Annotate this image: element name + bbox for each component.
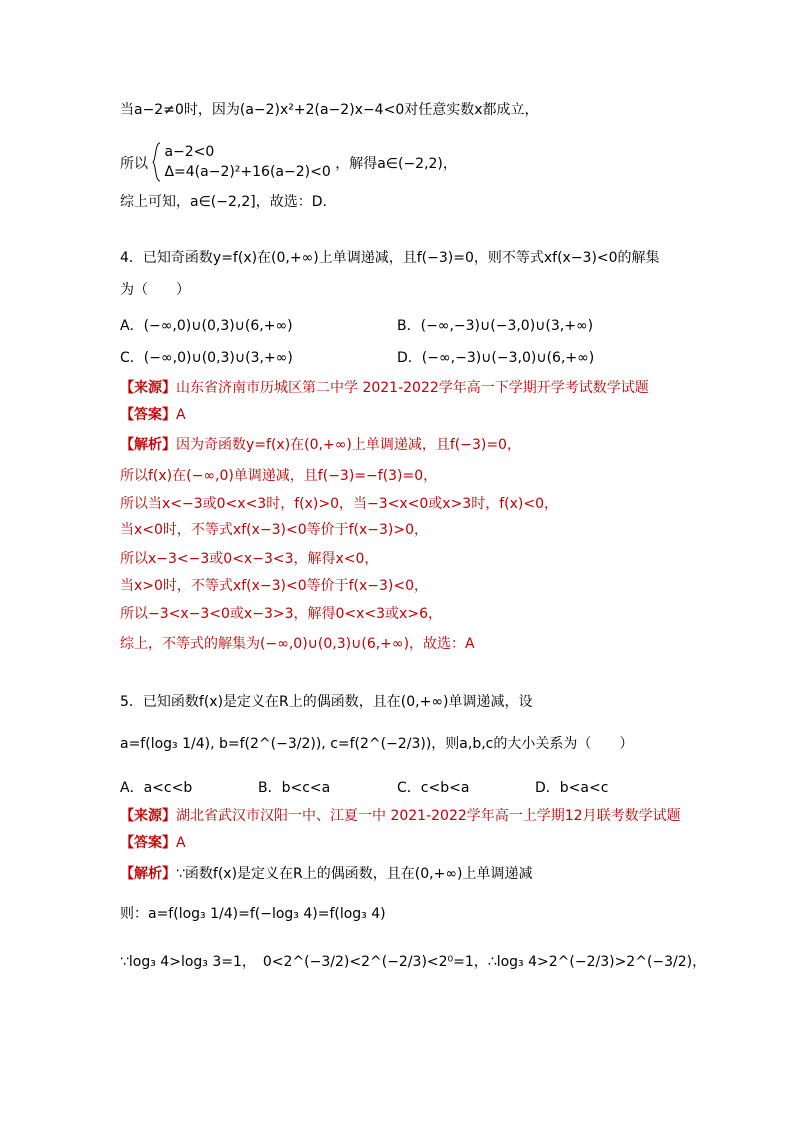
prev-line-2-suffix: ，解得a∈(−2,2)， [335, 156, 457, 172]
q4-analysis-line: 综上，不等式的解集为(−∞,0)∪(0,3)∪(6,+∞)，故选：A [120, 636, 475, 652]
q5-answer [120, 833, 186, 853]
q4-source-text: 山东省济南市历城区第二中学 2021-2022学年高一下学期开学考试数学试题 [176, 380, 649, 396]
q5-option-d: D．b<a<c [535, 780, 609, 796]
q5-analysis-first [120, 864, 532, 884]
q5-answer-label: 【答案】 [120, 835, 176, 851]
q4-source [120, 378, 649, 398]
q5-analysis-line-2: 则：a=f(log₃ 1/4)=f(−log₃ 4)=f(log₃ 4) [120, 906, 386, 922]
q5-stem-line-2: a=f(log₃ 1/4), b=f(2^(−3/2)), c=f(2^(−2/3))，则a,b,c的大小关系为（ ） [120, 736, 634, 752]
q4-analysis-line: 所以−3<x−3<0或x−3>3，解得0<x<3或x>6， [120, 606, 442, 622]
q5-answer-text: A [176, 835, 186, 851]
q5-source [120, 806, 681, 826]
q4-option-d: D．(−∞,−3)∪(−3,0)∪(6,+∞) [397, 350, 595, 366]
equation-system [152, 142, 330, 182]
q4-analysis-line: 所以当x<−3或0<x<3时，f(x)>0，当−3<x<0或x>3时，f(x)<0， [120, 496, 558, 512]
q4-analysis-line: 所以f(x)在(−∞,0)单调递减，且f(−3)=−f(3)=0， [120, 468, 438, 484]
q4-answer-text: A [176, 407, 186, 423]
prev-line-1: 当a−2≠0时，因为(a−2)x²+2(a−2)x−4<0对任意实数x都成立， [120, 102, 539, 118]
q4-option-c: C．(−∞,0)∪(0,3)∪(3,+∞) [120, 350, 293, 366]
q4-option-a: A．(−∞,0)∪(0,3)∪(6,+∞) [120, 318, 293, 334]
q5-analysis-label: 【解析】 [120, 866, 176, 882]
system-brace [152, 142, 162, 182]
q4-analysis-first-text: 因为奇函数y=f(x)在(0,+∞)上单调递减，且f(−3)=0， [176, 437, 521, 453]
q4-answer-label: 【答案】 [120, 407, 176, 423]
prev-line-3: 综上可知，a∈(−2,2]，故选：D. [120, 194, 327, 210]
q5-option-a: A．a<c<b [120, 780, 193, 796]
q5-option-b: B．b<c<a [258, 780, 331, 796]
q5-source-label: 【来源】 [120, 808, 176, 824]
q4-stem-line-2: 为（ ） [120, 282, 190, 298]
q4-analysis-line: 所以x−3<−3或0<x−3<3，解得x<0， [120, 551, 379, 567]
prev-line-2-prefix: 所以 [120, 156, 148, 172]
q5-source-text: 湖北省武汉市汉阳一中、江夏一中 2021-2022学年高一上学期12月联考数学试题 [176, 808, 681, 824]
q5-analysis-first-text: ∵函数f(x)是定义在R上的偶函数，且在(0,+∞)上单调递减 [176, 866, 533, 882]
system-top: a−2<0 [164, 144, 215, 160]
system-bottom: Δ=4(a−2)²+16(a−2)<0 [164, 164, 331, 180]
q4-source-label: 【来源】 [120, 380, 176, 396]
q5-option-c: C．c<b<a [397, 780, 470, 796]
q5-analysis-line-3: ∵log₃ 4>log₃ 3=1， 0<2^(−3/2)<2^(−2/3)<2⁰=1，∴log₃ 4>2^(−2/3)>2^(−3/2)， [120, 954, 707, 970]
q4-analysis-first [120, 435, 521, 455]
q5-stem-line-1: 5．已知函数f(x)是定义在R上的偶函数，且在(0,+∞)单调递减，设 [120, 694, 533, 710]
q4-analysis-label: 【解析】 [120, 437, 176, 453]
q4-analysis-line: 当x<0时，不等式xf(x−3)<0等价于f(x−3)>0， [120, 522, 429, 538]
q4-option-b: B．(−∞,−3)∪(−3,0)∪(3,+∞) [397, 318, 594, 334]
q4-analysis-line: 当x>0时，不等式xf(x−3)<0等价于f(x−3)<0， [120, 578, 429, 594]
prev-line-2 [120, 144, 457, 184]
q4-answer [120, 405, 186, 425]
q4-stem-line-1: 4．已知奇函数y=f(x)在(0,+∞)上单调递减，且f(−3)=0，则不等式xf(x−3)<0的解集 [120, 250, 660, 266]
